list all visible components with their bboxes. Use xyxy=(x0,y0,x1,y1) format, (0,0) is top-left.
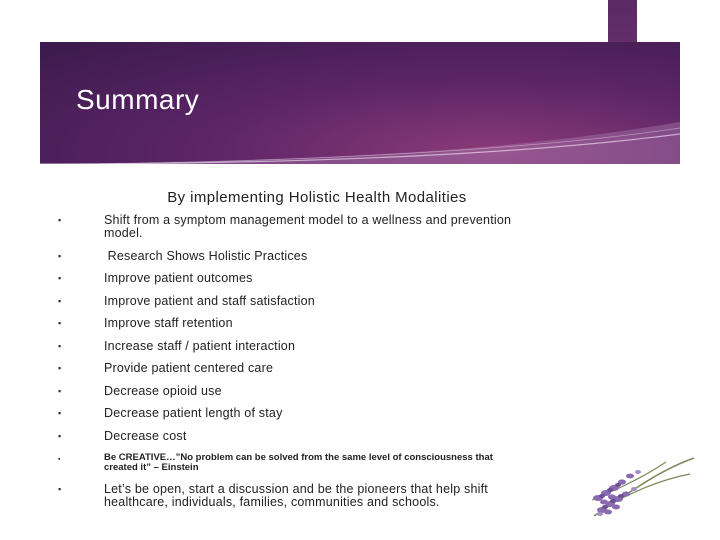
bullet-text: Improve patient outcomes xyxy=(104,271,253,285)
bullet-marker: ▪ xyxy=(58,431,62,441)
title-banner xyxy=(40,42,680,164)
bullet-text-continued: model. xyxy=(104,226,143,240)
list-item xyxy=(56,430,576,443)
list-item xyxy=(56,272,576,285)
list-item xyxy=(56,385,576,398)
bullet-marker: ▪ xyxy=(58,318,62,328)
bullet-marker: ▪ xyxy=(58,296,62,306)
bullet-text: Increase staff / patient interaction xyxy=(104,339,296,353)
bullet-text: Research Shows Holistic Practices xyxy=(104,249,308,263)
list-item xyxy=(56,362,576,375)
bullet-text: Shift from a symptom management model to a wellness and prevention xyxy=(104,213,512,227)
bullet-text: Provide patient centered care xyxy=(104,361,274,375)
bullet-text: Improve staff retention xyxy=(104,316,233,330)
bullet-text: Let’s be open, start a discussion and be the pioneers that help shift xyxy=(104,482,488,496)
lavender-sprigs-icon xyxy=(590,452,700,522)
list-item xyxy=(56,407,576,420)
bullet-marker: ▪ xyxy=(58,408,62,418)
bullet-text: Improve patient and staff satisfaction xyxy=(104,294,315,308)
bullet-text: Decrease opioid use xyxy=(104,384,222,398)
list-item xyxy=(56,214,576,240)
list-item xyxy=(56,317,576,330)
bullet-marker: ▪ xyxy=(58,363,62,373)
bullet-text: Decrease cost xyxy=(104,429,187,443)
bullet-marker: ▪ xyxy=(58,341,62,351)
slide-title: Summary xyxy=(76,84,200,115)
bullet-text: Decrease patient length of stay xyxy=(104,406,283,420)
bullet-text-continued: healthcare, individuals, families, communities and schools. xyxy=(104,495,440,509)
list-item xyxy=(56,250,576,263)
bullet-text: Be CREATIVE…”No problem can be solved from the same level of consciousness that xyxy=(104,452,493,463)
list-item xyxy=(56,340,576,353)
bullet-marker: ▪ xyxy=(58,251,62,261)
slide-subtitle: By implementing Holistic Health Modalities xyxy=(167,189,467,206)
list-item xyxy=(56,453,576,473)
bullet-marker: ▪ xyxy=(58,456,61,463)
bullet-marker: ▪ xyxy=(58,386,62,396)
bullet-marker: ▪ xyxy=(58,215,62,225)
bullet-text-continued: created it” – Einstein xyxy=(104,462,199,473)
list-item xyxy=(56,483,576,509)
bullet-marker: ▪ xyxy=(58,273,62,283)
bullet-marker: ▪ xyxy=(58,484,62,494)
list-item xyxy=(56,295,576,308)
